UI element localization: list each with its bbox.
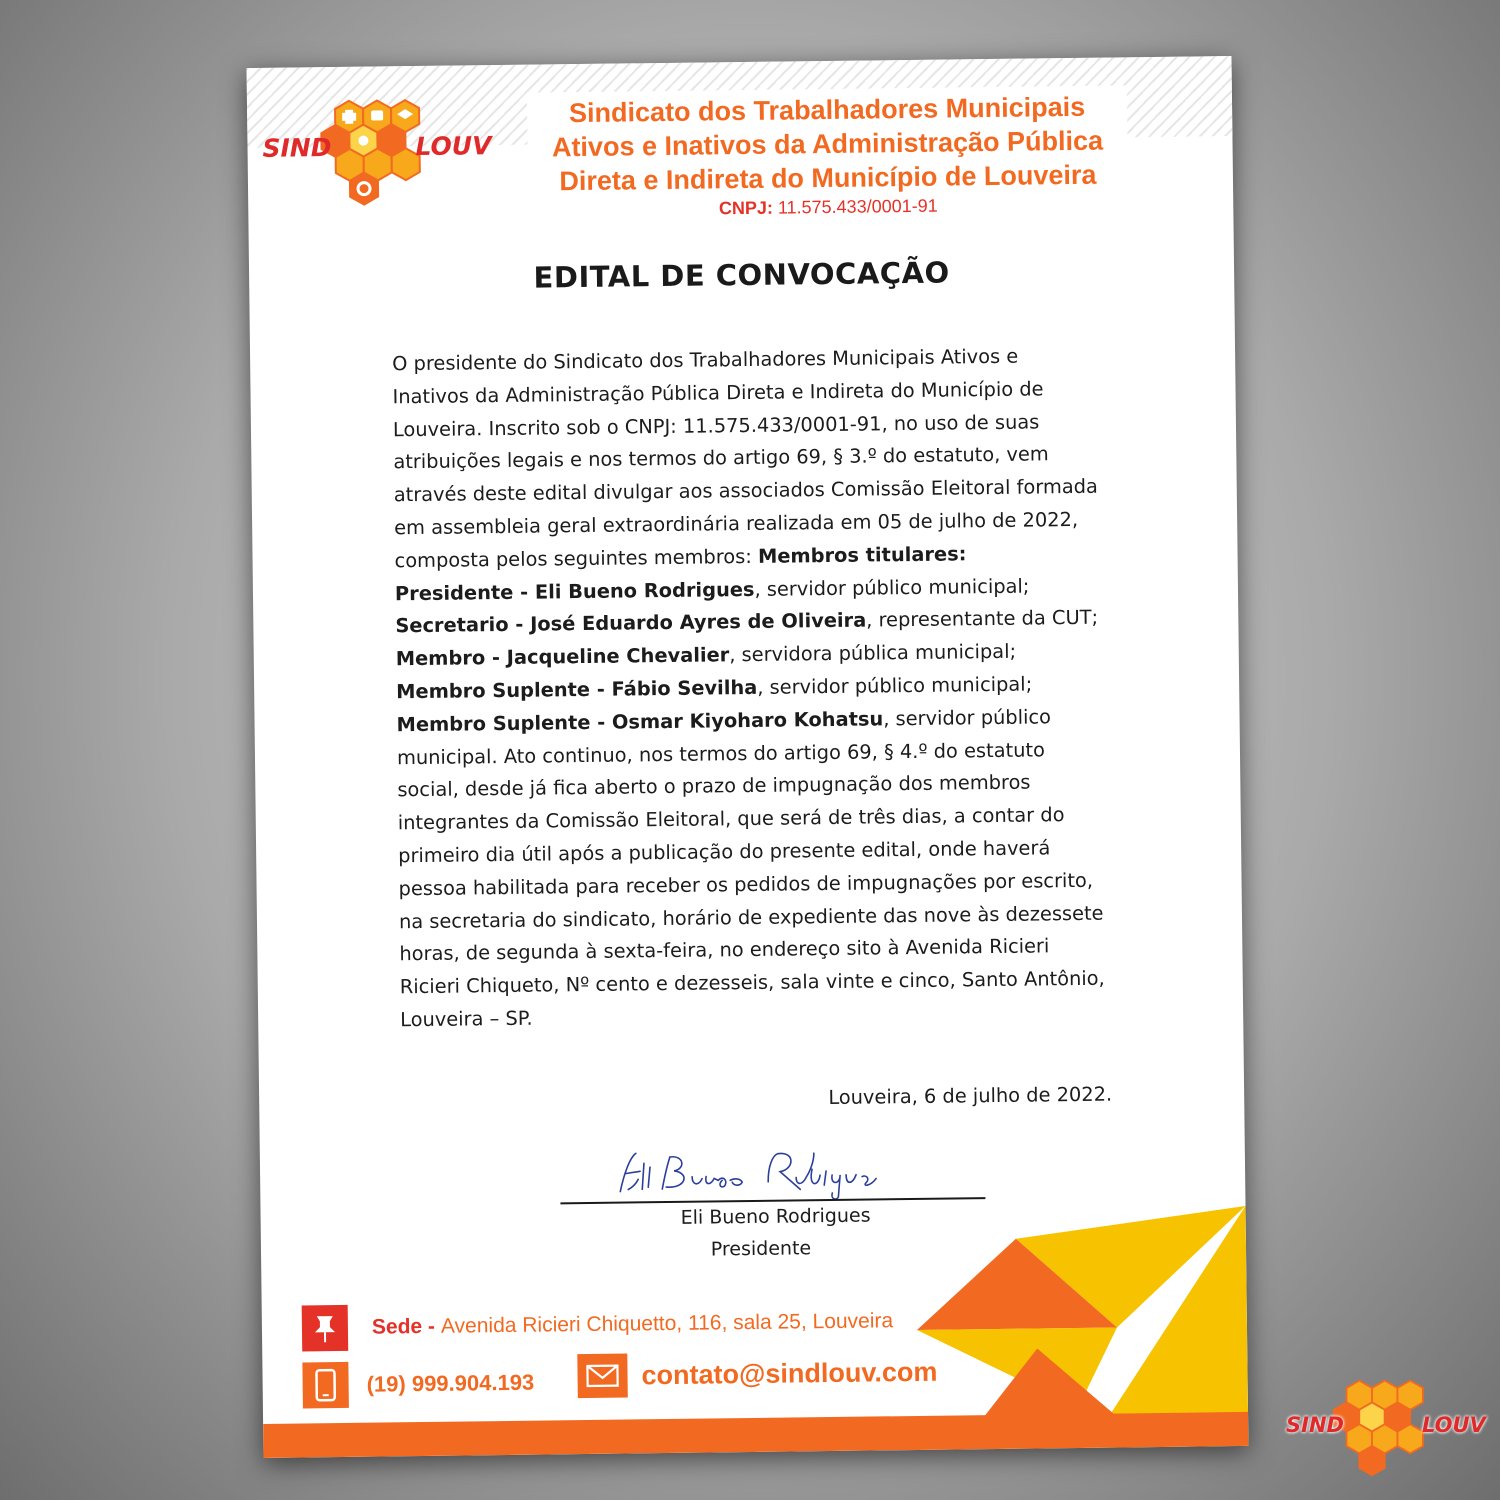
sindlouv-logo xyxy=(257,95,498,208)
document-page xyxy=(247,56,1249,1458)
corner-watermark-logo xyxy=(1282,1375,1492,1485)
member-role-name: Membro Suplente - Fábio Sevilha xyxy=(396,675,758,704)
email-link[interactable]: contato@sindlouv.com xyxy=(641,1356,938,1390)
document-date: Louveira, 6 de julho de 2022. xyxy=(828,1082,1113,1110)
titulares-label: Membros titulares: xyxy=(757,542,967,568)
page-title: EDITAL DE CONVOCAÇÃO xyxy=(533,255,950,295)
cnpj-value: 11.575.433/0001-91 xyxy=(772,195,938,218)
signer-name: Eli Bueno Rodrigues xyxy=(680,1204,871,1229)
footer-address xyxy=(302,1298,894,1351)
hexagon-logo-icon xyxy=(1332,1377,1432,1477)
address-label: Sede - xyxy=(371,1314,436,1339)
org-name-line: Direta e Indireta do Município de Louveira xyxy=(559,159,1097,197)
member-desc: , representante da CUT; xyxy=(866,606,1099,632)
org-header xyxy=(527,85,1129,227)
address-value: Avenida Ricieri Chiquetto, 116, sala 25, Louveira xyxy=(440,1309,894,1338)
handwritten-signature-icon xyxy=(600,1140,901,1204)
footer-email xyxy=(577,1350,937,1398)
logo-word-louv: LOUV xyxy=(1422,1413,1486,1437)
member-desc: , servidor público municipal. xyxy=(396,705,1052,769)
org-name-line: Sindicato dos Trabalhadores Municipais xyxy=(568,91,1086,129)
signer-role: Presidente xyxy=(710,1237,812,1261)
footer-phone xyxy=(302,1360,534,1409)
body-intro: O presidente do Sindicato dos Trabalhadores Municipais Ativos e Inativos da Administração Pública Direta e Indireta do Município de Louveira. Inscrito sob o CNPJ: 11.575.433/0001-91, no uso de suas atribuições legais e nos termos do artigo 69, § 3.º do estatuto, vem através deste edital divulgar aos associados Comissão Eleitoral formada em assembleia geral extraordinária realizada em 05 de julho de 2022, composta pelos seguintes membros: xyxy=(392,344,1098,573)
hexagon-logo-icon xyxy=(319,96,430,207)
logo-word-louv: LOUV xyxy=(415,131,492,162)
pin-icon xyxy=(302,1305,349,1352)
phone-value[interactable]: (19) 999.904.193 xyxy=(366,1369,535,1397)
edital-body xyxy=(392,340,1106,1037)
logo-word-sind: SIND xyxy=(1286,1413,1344,1437)
member-role-name: Secretario - José Eduardo Ayres de Oliveira xyxy=(395,608,867,638)
member-desc: , servidor público municipal; xyxy=(754,574,1030,601)
member-role-name: Membro Suplente - Osmar Kiyoharo Kohatsu xyxy=(396,707,884,737)
member-desc: , servidora pública municipal; xyxy=(729,639,1017,667)
member-desc: , servidor público municipal; xyxy=(757,672,1033,699)
phone-icon xyxy=(302,1362,349,1409)
body-closing: Ato continuo, nos termos do artigo 69, § 4.º do estatuto social, desde já fica aberto o prazo de impugnação dos membros integrantes da Comissão Eleitoral, que será de três dias, a contar do primeiro dia útil após a publicação do presente edital, onde haverá pessoa habilitada para receber os pedidos de impugnações por escrito, na secretaria do sindicato, horário de expediente das nove às dezessete horas, de segunda à sexta-feira, no endereço sito à Avenida Ricieri Ricieri Chiqueto, Nº cento e dezesseis, sala vinte e cinco, Santo Antônio, Louveira – SP. xyxy=(397,737,1105,1032)
member-role-name: Membro - Jacqueline Chevalier xyxy=(395,643,730,671)
org-name-line: Ativos e Inativos da Administração Pública xyxy=(551,125,1104,163)
org-cnpj xyxy=(528,193,1128,221)
mail-icon xyxy=(577,1354,628,1399)
member-role-name: Presidente - Eli Bueno Rodrigues xyxy=(394,577,755,605)
footer-bar xyxy=(263,1412,1248,1458)
logo-word-sind: SIND xyxy=(262,133,332,163)
cnpj-label: CNPJ: xyxy=(718,197,774,219)
